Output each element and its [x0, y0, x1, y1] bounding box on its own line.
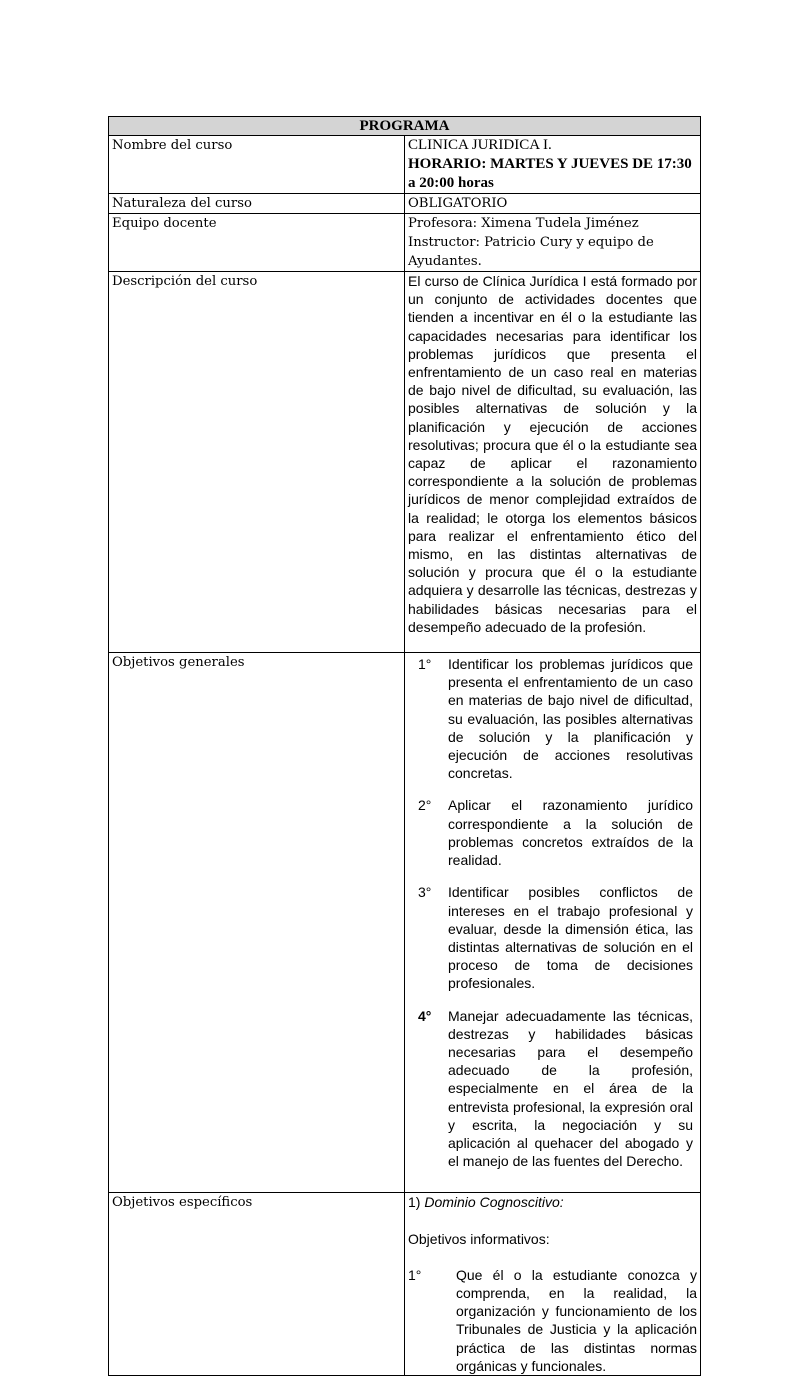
row-descripcion: [109, 272, 701, 653]
row-label: Objetivos específicos: [109, 1193, 405, 1376]
list-item: [408, 655, 693, 782]
row-naturaleza: [109, 194, 701, 214]
item-number: 1°: [408, 1266, 422, 1283]
general-objectives-list: [408, 653, 697, 1192]
subtitle: Objetivos informativos:: [408, 1230, 550, 1247]
section-heading: [408, 1193, 697, 1211]
row-label: Nombre del curso: [109, 136, 405, 194]
row-value: [405, 136, 701, 194]
row-value: [405, 1193, 701, 1376]
row-equipo: [109, 214, 701, 272]
list-item: [408, 1007, 693, 1171]
row-label: Objetivos generales: [109, 653, 405, 1193]
item-number: 3°: [418, 884, 432, 901]
program-document: [108, 116, 701, 1376]
course-nature: OBLIGATORIO: [405, 194, 701, 214]
row-generales: [109, 653, 701, 1193]
item-text: Manejar adecuadamente las técnicas, destrezas y habilidades básicas necesarias para el desempeño adecuado de la profesión, especialmente en el área de la entrevista profesional, la expresión oral y escrita, la negociación y su aplicación al quehacer del abogado y el manejo de las fuentes del Derecho.: [448, 1007, 693, 1170]
item-text: Identificar los problemas jurídicos que presenta el enfrentamiento de un caso en materias de bajo nivel de dificultad, su evaluación, las posibles alternativas de solución y la planificación y ejecución de acciones resolutivas concretas.: [448, 656, 693, 782]
row-especificos: [109, 1193, 701, 1376]
item-number: 4°: [418, 1007, 432, 1024]
item-text: Aplicar el razonamiento jurídico correspondiente a la solución de problemas concretos extraídos de la realidad.: [448, 797, 693, 869]
list-item: [408, 1266, 697, 1375]
row-value: [405, 272, 701, 653]
row-label: Equipo docente: [109, 214, 405, 272]
course-description: El curso de Clínica Jurídica I está formado por un conjunto de actividades docentes que tienden a incentivar en él o la estudiante las capacidades necesarias para identificar los problemas jurídicos que presenta el enfrentamiento de un caso real en materias de bajo nivel de dificultad, su evaluación, las posibles alternativas de solución y la planificación y ejecución de acciones resolutivas; procura que él o la estudiante sea capaz de aplicar el razonamiento correspondiente a la solución de problemas jurídicos de menor complejidad extraídos de la realidad; le otorga los elementos básicos para realizar el enfrentamiento ético del mismo, en las distintas alternativas de solución y procura que él o la estudiante adquiera y desarrolle las técnicas, destrezas y habilidades básicas necesarias para el desempeño adecuado de la profesión.: [408, 273, 697, 635]
program-table: [108, 116, 701, 1376]
row-value: [405, 214, 701, 272]
item-text: Identificar posibles conflictos de intereses en el trabajo profesional y evaluar, desde la dimensión ética, las distintas alternativas de solución en el proceso de toma de decisiones profesionales.: [448, 884, 693, 992]
item-text: Que él o la estudiante conozca y comprenda, en la realidad, la organización y funcionamiento de los Tribunales de Justicia y la aplicación práctica de las distintas normas orgánicas y funcionales.: [456, 1266, 697, 1374]
item-number: 2°: [418, 797, 432, 814]
table-header: PROGRAMA: [109, 117, 701, 136]
row-nombre: [109, 136, 701, 194]
section-title: Dominio Cognoscitivo:: [424, 1194, 564, 1211]
row-label: Naturaleza del curso: [109, 194, 405, 214]
row-label: Descripción del curso: [109, 272, 405, 653]
course-schedule: HORARIO: MARTES Y JUEVES DE 17:30 a 20:00 horas: [408, 156, 692, 191]
instructor: Instructor: Patricio Cury y equipo de Ayudantes.: [408, 235, 654, 269]
specific-objectives: [408, 1193, 697, 1375]
professor: Profesora: Ximena Tudela Jiménez: [408, 216, 639, 231]
list-item: [408, 796, 693, 869]
course-name: CLINICA JURIDICA I.: [408, 137, 552, 153]
item-number: 1°: [418, 656, 432, 673]
section-number: 1): [408, 1194, 421, 1211]
header-row: [109, 117, 701, 136]
row-value: [405, 653, 701, 1193]
list-item: [408, 883, 693, 992]
